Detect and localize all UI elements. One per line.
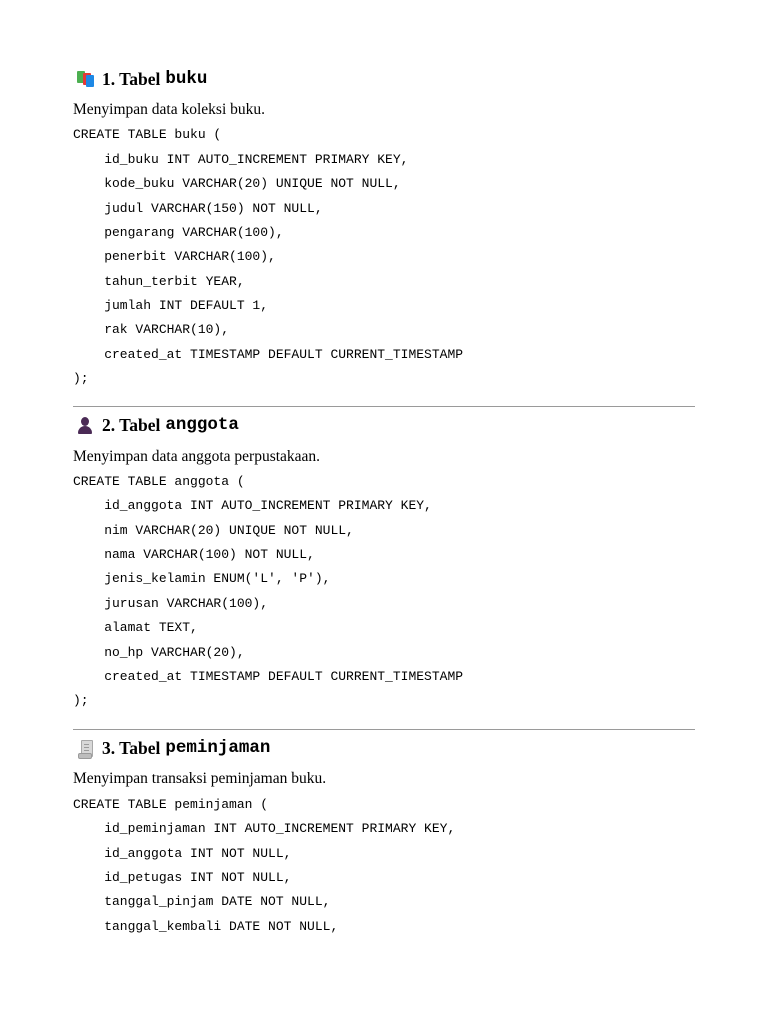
section-divider <box>73 729 695 730</box>
code-line: id_petugas INT NOT NULL, <box>73 870 292 885</box>
code-line: id_peminjaman INT AUTO_INCREMENT PRIMARY KEY, <box>73 821 456 836</box>
code-line: penerbit VARCHAR(100), <box>73 249 276 264</box>
code-line: tanggal_kembali DATE NOT NULL, <box>73 919 339 934</box>
scroll-icon <box>75 738 95 758</box>
person-icon <box>75 415 95 435</box>
code-line: created_at TIMESTAMP DEFAULT CURRENT_TIMESTAMP <box>73 347 464 362</box>
code-line: tanggal_pinjam DATE NOT NULL, <box>73 894 331 909</box>
section-divider <box>73 406 695 407</box>
code-line: CREATE TABLE peminjaman ( <box>73 797 269 812</box>
books-icon <box>75 69 95 89</box>
code-line: jumlah INT DEFAULT 1, <box>73 298 269 313</box>
code-line: alamat TEXT, <box>73 620 198 635</box>
code-line: kode_buku VARCHAR(20) UNIQUE NOT NULL, <box>73 176 401 191</box>
code-line: jenis_kelamin ENUM('L', 'P'), <box>73 571 331 586</box>
code-line: ); <box>73 693 89 708</box>
section-description: Menyimpan data koleksi buku. <box>73 101 265 118</box>
section-description: Menyimpan data anggota perpustakaan. <box>73 448 321 465</box>
code-line: id_anggota INT NOT NULL, <box>73 846 292 861</box>
code-line: jurusan VARCHAR(100), <box>73 596 269 611</box>
code-line: id_buku INT AUTO_INCREMENT PRIMARY KEY, <box>73 152 409 167</box>
code-line: rak VARCHAR(10), <box>73 322 230 337</box>
code-line: pengarang VARCHAR(100), <box>73 225 284 240</box>
code-line: nama VARCHAR(100) NOT NULL, <box>73 547 315 562</box>
section-heading-buku <box>73 67 207 91</box>
code-line: CREATE TABLE buku ( <box>73 127 222 142</box>
section-heading-peminjaman <box>73 736 270 760</box>
code-line: tahun_terbit YEAR, <box>73 274 245 289</box>
section-number-title: 1. Tabel <box>102 68 161 89</box>
section-number-title: 3. Tabel <box>102 737 161 758</box>
section-description: Menyimpan transaksi peminjaman buku. <box>73 770 327 787</box>
section-heading-anggota <box>73 413 239 437</box>
table-name: buku <box>165 69 208 89</box>
code-line: nim VARCHAR(20) UNIQUE NOT NULL, <box>73 523 354 538</box>
code-line: no_hp VARCHAR(20), <box>73 645 245 660</box>
section-number-title: 2. Tabel <box>102 414 161 435</box>
code-line: judul VARCHAR(150) NOT NULL, <box>73 201 323 216</box>
code-line: created_at TIMESTAMP DEFAULT CURRENT_TIMESTAMP <box>73 669 464 684</box>
table-name: anggota <box>165 415 239 435</box>
code-line: ); <box>73 371 89 386</box>
code-line: CREATE TABLE anggota ( <box>73 474 245 489</box>
code-line: id_anggota INT AUTO_INCREMENT PRIMARY KEY, <box>73 498 432 513</box>
table-name: peminjaman <box>165 738 271 758</box>
